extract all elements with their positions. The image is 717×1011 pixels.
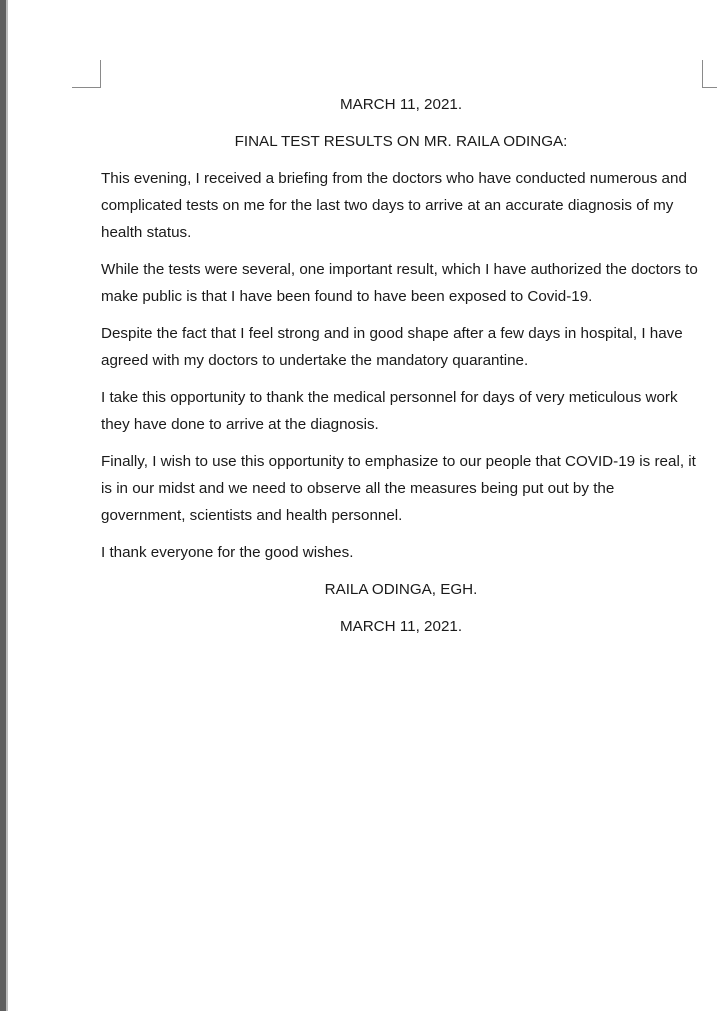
paragraph-quarantine: Despite the fact that I feel strong and in good shape after a few days in hospital, I have agreed with my doctors to undertake the mandatory quarantine. xyxy=(101,325,683,369)
paragraph-briefing: This evening, I received a briefing from the doctors who have conducted numerous and complicated tests on me for the last two days to arrive at an accurate diagnosis of my health status. xyxy=(101,170,687,241)
page-left-edge-highlight xyxy=(6,0,8,1011)
document-heading: FINAL TEST RESULTS ON MR. RAILA ODINGA: xyxy=(234,133,568,150)
date-top: MARCH 11, 2021. xyxy=(339,96,463,113)
signature: RAILA ODINGA, EGH. xyxy=(324,581,478,598)
margin-corner-mark-right-horizontal xyxy=(702,87,717,88)
date-bottom: MARCH 11, 2021. xyxy=(339,618,463,635)
paragraph-thanks-wishes: I thank everyone for the good wishes. xyxy=(101,544,354,561)
margin-corner-mark-right xyxy=(702,60,703,87)
margin-corner-mark-left xyxy=(100,60,101,87)
margin-corner-mark-left-horizontal xyxy=(72,87,101,88)
paragraph-thanks-medical: I take this opportunity to thank the medical personnel for days of very meticulous work they have done to arrive at the diagnosis. xyxy=(101,389,678,433)
document-body xyxy=(101,91,701,650)
paragraph-covid-message: Finally, I wish to use this opportunity to emphasize to our people that COVID-19 is real, it is in our midst and we need to observe all the measures being put out by the government, scientists and health personnel. xyxy=(101,453,696,524)
paragraph-test-result: While the tests were several, one important result, which I have authorized the doctors to make public is that I have been found to have been exposed to Covid-19. xyxy=(101,261,698,305)
